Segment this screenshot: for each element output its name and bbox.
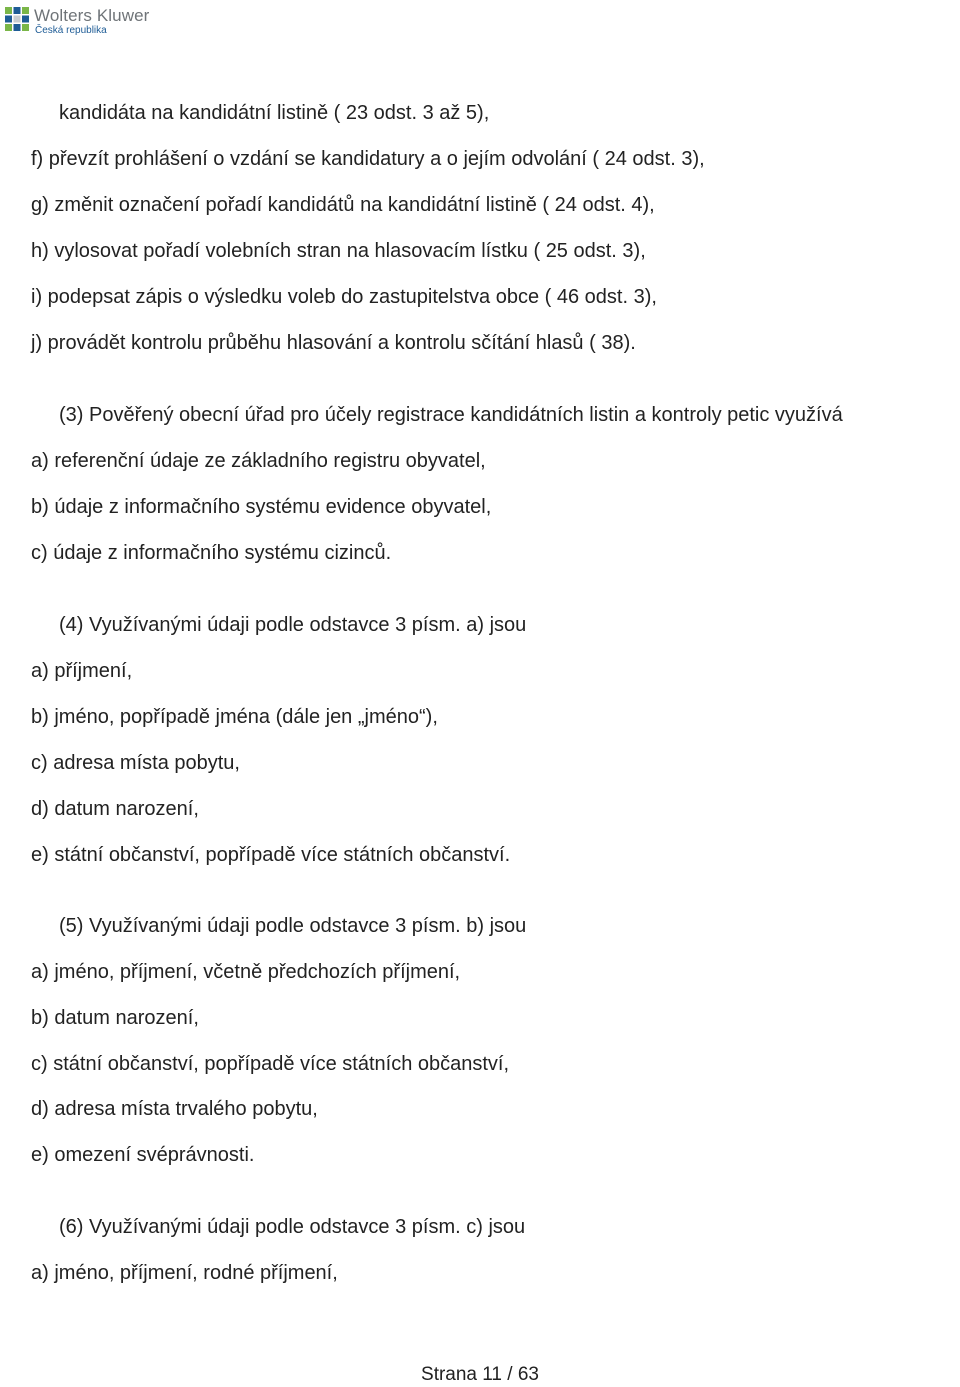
list-item: a) referenční údaje ze základního registru obyvatel, (31, 450, 486, 472)
list-item: c) adresa místa pobytu, (31, 752, 240, 774)
list-item: d) datum narození, (31, 798, 199, 820)
list-item: c) údaje z informačního systému cizinců. (31, 542, 392, 564)
list-item: j) provádět kontrolu průběhu hlasování a kontrolu sčítání hlasů ( 38). (31, 332, 636, 354)
brand-region: Česká republika (35, 25, 107, 36)
paragraph-heading: (4) Využívanými údaji podle odstavce 3 písm. a) jsou (59, 614, 527, 636)
list-item: a) jméno, příjmení, rodné příjmení, (31, 1262, 338, 1284)
brand-logo (4, 4, 164, 38)
list-item: c) státní občanství, popřípadě více státních občanství, (31, 1053, 510, 1075)
list-item: h) vylosovat pořadí volebních stran na hlasovacím lístku ( 25 odst. 3), (31, 240, 646, 262)
list-item: d) adresa místa trvalého pobytu, (31, 1098, 318, 1120)
list-item: b) údaje z informačního systému evidence obyvatel, (31, 496, 492, 518)
list-item: g) změnit označení pořadí kandidátů na kandidátní listině ( 24 odst. 4), (31, 194, 655, 216)
page-number: Strana 11 / 63 (421, 1364, 539, 1385)
list-item: a) příjmení, (31, 660, 133, 682)
list-item: i) podepsat zápis o výsledku voleb do zastupitelstva obce ( 46 odst. 3), (31, 286, 657, 308)
list-item: e) omezení svéprávnosti. (31, 1144, 255, 1166)
list-item: e) státní občanství, popřípadě více státních občanství. (31, 844, 511, 866)
brand-name: Wolters Kluwer (34, 6, 150, 25)
paragraph-heading: (3) Pověřený obecní úřad pro účely registrace kandidátních listin a kontroly petic využívá (59, 404, 843, 426)
paragraph-heading: (5) Využívanými údaji podle odstavce 3 písm. b) jsou (59, 915, 527, 937)
list-item: f) převzít prohlášení o vzdání se kandidatury a o jejím odvolání ( 24 odst. 3), (31, 148, 705, 170)
list-item: a) jméno, příjmení, včetně předchozích příjmení, (31, 961, 461, 983)
text-line: kandidáta na kandidátní listině ( 23 odst. 3 až 5), (59, 102, 490, 124)
wolters-kluwer-logo-icon (4, 6, 30, 34)
list-item: b) jméno, popřípadě jména (dále jen „jméno“), (31, 706, 438, 728)
paragraph-heading: (6) Využívanými údaji podle odstavce 3 písm. c) jsou (59, 1216, 526, 1238)
list-item: b) datum narození, (31, 1007, 199, 1029)
